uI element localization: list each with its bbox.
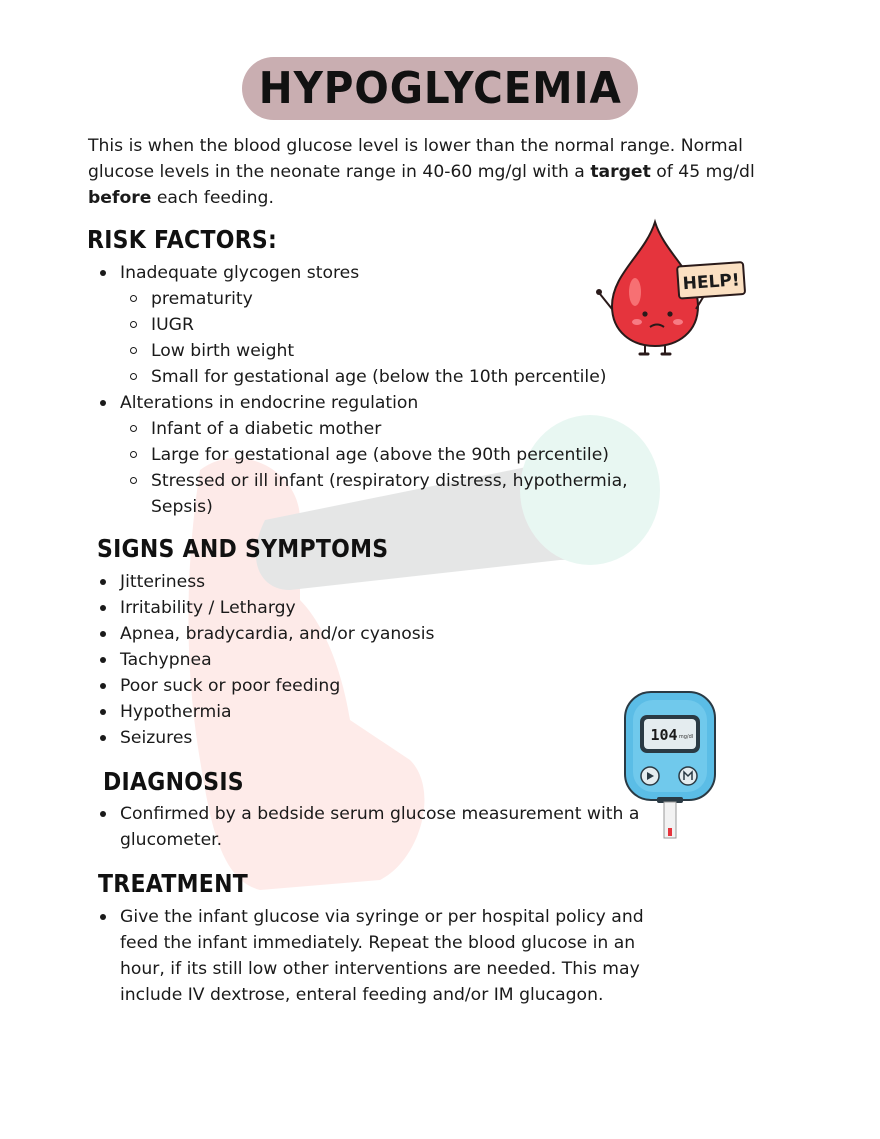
list-item: Poor suck or poor feeding — [88, 673, 608, 699]
list-item: Irritability / Lethargy — [88, 595, 608, 621]
intro-text-1: This is when the blood glucose level is lower than the normal range. Normal glucose levels in the neonate range in 40-60 mg/gl with a — [88, 136, 743, 182]
list-item: Alterations in endocrine regulation — [88, 390, 668, 416]
risk-factors-heading: RISK FACTORS: — [87, 225, 278, 254]
list-item: Tachypnea — [88, 647, 608, 673]
list-item: Low birth weight — [88, 338, 668, 364]
list-item: Hypothermia — [88, 699, 608, 725]
glucometer-reading: 104 — [650, 726, 678, 744]
list-item: Inadequate glycogen stores — [88, 260, 668, 286]
signs-heading: SIGNS AND SYMPTOMS — [97, 534, 389, 563]
list-item: Apnea, bradycardia, and/or cyanosis — [88, 621, 608, 647]
intro-text-3: each feeding. — [151, 188, 274, 208]
diagnosis-heading: DIAGNOSIS — [103, 767, 244, 796]
glucometer-illustration — [620, 690, 720, 840]
treatment-heading: TREATMENT — [98, 869, 249, 898]
list-item: IUGR — [88, 312, 668, 338]
list-item: Seizures — [88, 725, 608, 751]
help-sign-text: HELP! — [682, 270, 741, 295]
risk-factors-list — [88, 260, 668, 520]
page-title: HYPOGLYCEMIA — [258, 63, 622, 114]
list-item: prematurity — [88, 286, 668, 312]
title-banner — [242, 57, 638, 120]
intro-bold-target: target — [590, 162, 651, 182]
list-item: Large for gestational age (above the 90th percentile) — [88, 442, 668, 468]
list-item: Jitteriness — [88, 569, 608, 595]
list-item: Confirmed by a bedside serum glucose measurement with a glucometer. — [88, 801, 668, 853]
list-item: Small for gestational age (below the 10th percentile) — [88, 364, 668, 390]
list-item: Stressed or ill infant (respiratory distress, hypothermia, Sepsis) — [88, 468, 668, 520]
list-item: Infant of a diabetic mother — [88, 416, 668, 442]
intro-bold-before: before — [88, 188, 152, 208]
list-item: Give the infant glucose via syringe or per hospital policy and feed the infant immediately. Repeat the blood glucose in an hour, if its still low other interventions are needed. This may include IV dextrose, enteral feeding and/or IM glucagon. — [88, 904, 668, 1008]
blood-drop-help-illustration — [590, 214, 750, 359]
intro-paragraph — [88, 133, 778, 211]
diagnosis-list — [88, 801, 668, 853]
signs-list — [88, 569, 608, 751]
treatment-list — [88, 904, 668, 1008]
intro-text-2: of 45 mg/dl — [650, 162, 755, 182]
glucometer-unit: mg/dl — [678, 734, 694, 740]
